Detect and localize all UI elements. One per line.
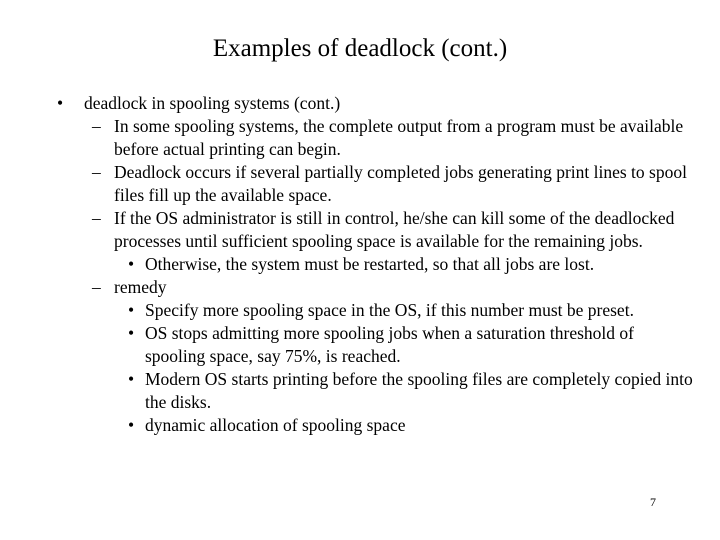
list-item	[0, 414, 695, 437]
list-item	[0, 276, 690, 299]
list-item	[0, 299, 695, 322]
list-item-text: In some spooling systems, the complete output from a program must be available before actual printing can begin.	[114, 116, 684, 159]
dash-marker: –	[92, 277, 101, 297]
list-item	[0, 207, 690, 253]
bullet-marker: •	[128, 415, 135, 435]
list-item	[0, 368, 695, 414]
bullet-marker: •	[128, 323, 135, 343]
bullet-marker: •	[128, 369, 135, 389]
bullet-list	[0, 92, 720, 437]
list-item-text: Specify more spooling space in the OS, if this number must be preset.	[145, 300, 634, 320]
list-item-text: deadlock in spooling systems (cont.)	[84, 93, 341, 113]
list-item	[0, 161, 690, 207]
list-item	[0, 92, 684, 115]
list-item	[0, 322, 695, 368]
dash-marker: –	[92, 116, 101, 136]
list-item-text: Otherwise, the system must be restarted, so that all jobs are lost.	[145, 254, 595, 274]
list-item-text: Deadlock occurs if several partially completed jobs generating print lines to spool files fill up the available space.	[114, 162, 687, 205]
slide-title: Examples of deadlock (cont.)	[212, 35, 508, 62]
bullet-marker: •	[128, 254, 135, 274]
list-item-text: Modern OS starts printing before the spooling files are completely copied into the disks.	[145, 369, 693, 412]
bullet-marker: •	[128, 300, 135, 320]
list-item-text: remedy	[114, 277, 167, 297]
page-number: 7	[650, 495, 656, 509]
list-item-text: If the OS administrator is still in control, he/she can kill some of the deadlocked processes until sufficient spooling space is available for the remaining jobs.	[114, 208, 675, 251]
list-item	[0, 253, 695, 276]
list-item-text: OS stops admitting more spooling jobs when a saturation threshold of spooling space, say 75%, is reached.	[145, 323, 634, 366]
list-item	[0, 115, 690, 161]
dash-marker: –	[92, 208, 101, 228]
list-item-text: dynamic allocation of spooling space	[145, 415, 406, 435]
bullet-marker: •	[57, 93, 64, 113]
dash-marker: –	[92, 162, 101, 182]
